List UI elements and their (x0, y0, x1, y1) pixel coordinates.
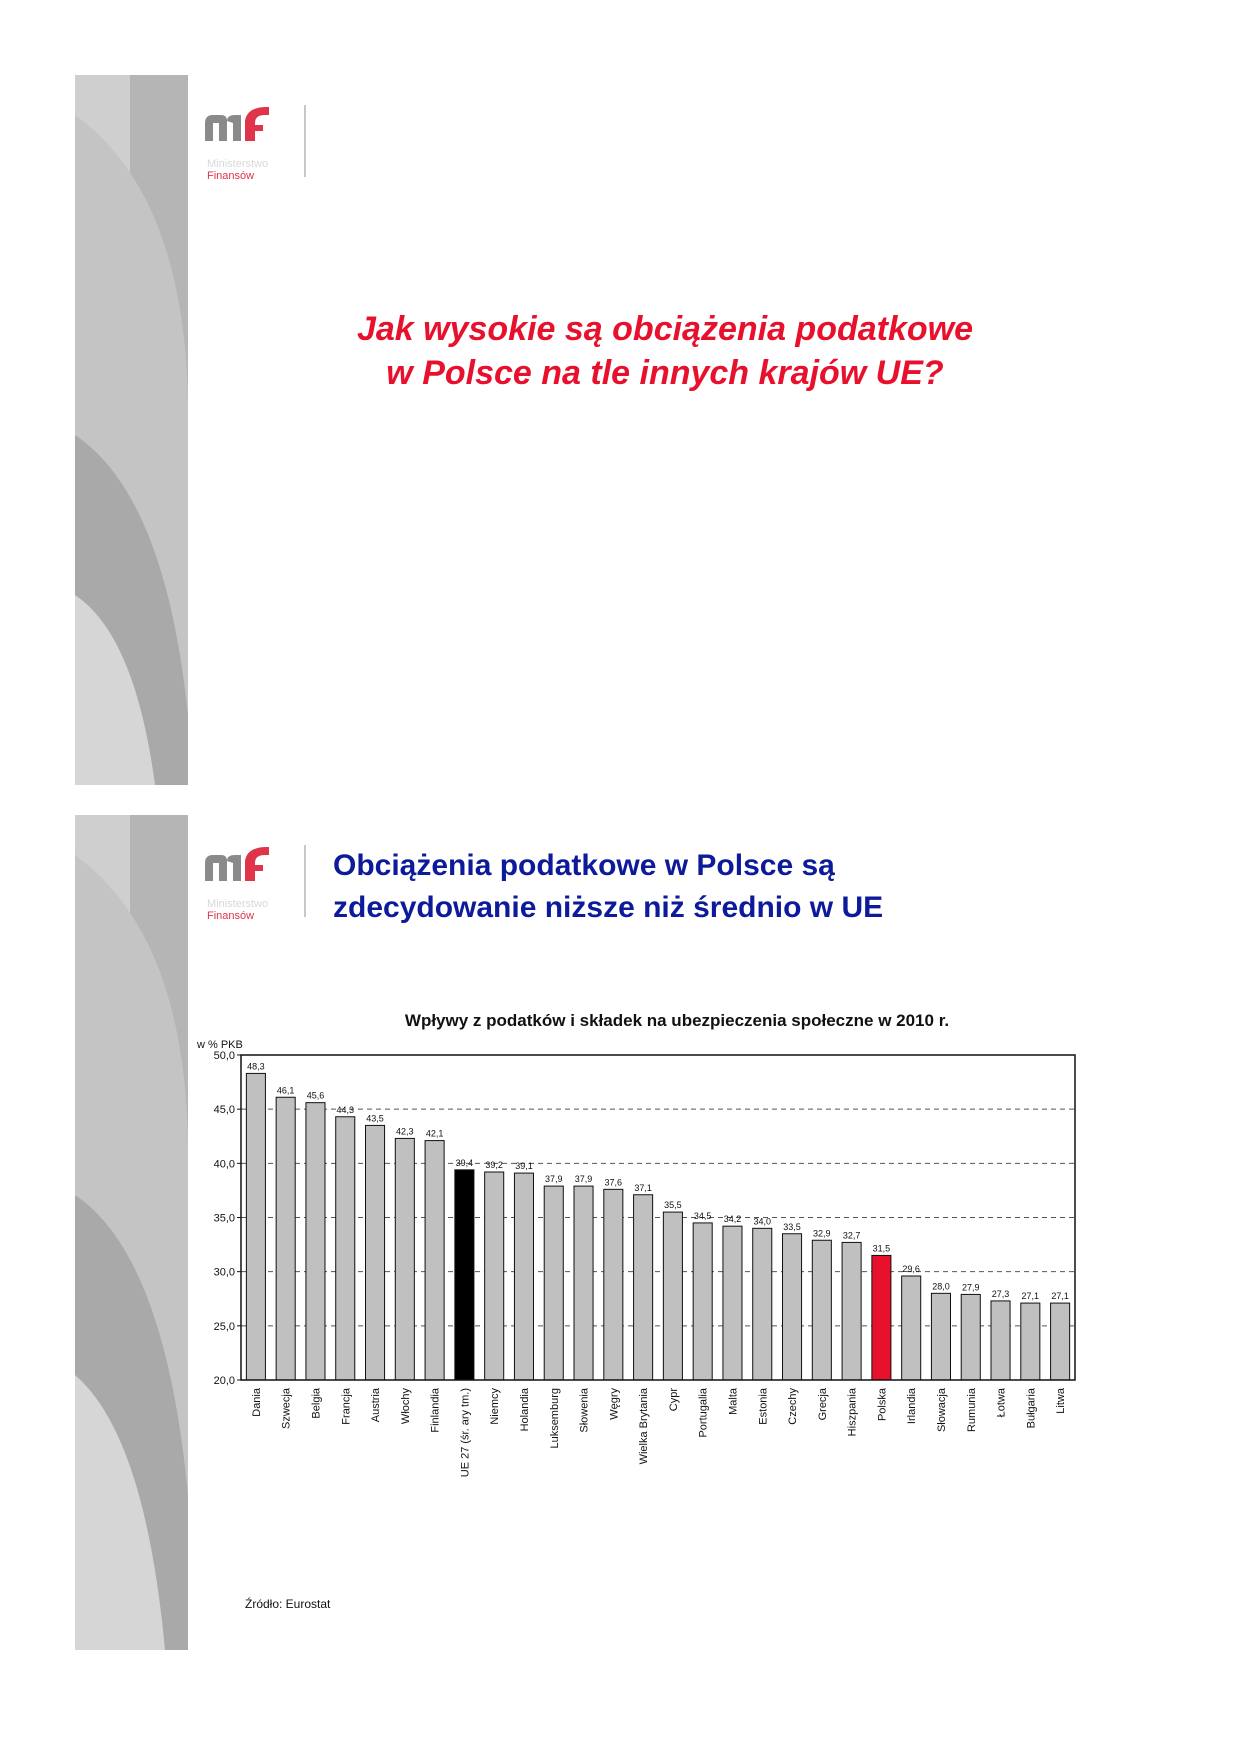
data-label: 37,9 (544, 1174, 563, 1185)
bar (783, 1234, 802, 1380)
data-label: 32,9 (813, 1228, 831, 1239)
x-category-label: Holandia (518, 1388, 531, 1432)
bar (723, 1226, 742, 1380)
y-tick-label: 50,0 (213, 1050, 235, 1062)
data-label: 44,3 (336, 1104, 355, 1115)
data-label: 34,2 (723, 1214, 742, 1225)
y-tick-label: 20,0 (213, 1375, 235, 1387)
x-category-label: Finlandia (429, 1388, 442, 1433)
data-label: 34,0 (753, 1216, 772, 1227)
slide-2 (75, 815, 1130, 1650)
logo-divider (304, 105, 306, 177)
slide-2-title-line-2: zdecydowanie niższe niż średnio w UE (333, 891, 884, 924)
x-category-label: Niemcy (489, 1388, 502, 1425)
slide-1-title-line-2: w Polsce na tle innych krajów UE? (386, 354, 944, 392)
tax-revenue-bar-chart (75, 815, 1130, 1650)
data-label: 27,1 (1021, 1291, 1040, 1302)
x-category-label: Czechy (787, 1388, 800, 1425)
y-tick-label: 35,0 (213, 1212, 235, 1225)
x-category-label: Austria (370, 1388, 383, 1423)
bar (544, 1186, 563, 1380)
y-tick-label: 40,0 (213, 1158, 235, 1171)
bar (1051, 1303, 1070, 1380)
y-tick-label: 45,0 (213, 1104, 235, 1117)
x-category-label: Polska (876, 1388, 889, 1422)
x-category-label: Portugalia (697, 1388, 710, 1438)
x-category-label: Włochy (399, 1388, 412, 1425)
slide-1-title-line-1: Jak wysokie są obciążenia podatkowe (356, 310, 974, 348)
slide-1 (75, 75, 1130, 785)
bar (336, 1117, 355, 1380)
bar (574, 1186, 593, 1380)
data-label: 32,7 (842, 1230, 861, 1241)
bar (604, 1189, 623, 1380)
data-label: 42,1 (425, 1128, 444, 1139)
x-category-label: Szwecja (280, 1388, 293, 1429)
data-label: 27,9 (961, 1282, 980, 1293)
x-axis-labels (251, 1387, 1067, 1477)
logo-text-ministerstwo: Ministerstwo (207, 898, 269, 910)
data-label: 28,0 (932, 1281, 950, 1292)
data-label: 46,1 (276, 1085, 295, 1096)
data-label: 37,9 (574, 1174, 593, 1185)
data-label: 37,6 (604, 1177, 623, 1188)
bar (455, 1170, 474, 1380)
bar (961, 1294, 980, 1380)
slide-1-title (215, 307, 1115, 395)
decorative-side-band (75, 75, 188, 785)
data-label: 45,6 (306, 1090, 325, 1101)
data-label: 39,1 (515, 1161, 533, 1172)
bar (246, 1073, 265, 1380)
data-label: 29,6 (902, 1264, 920, 1274)
bar (931, 1293, 950, 1380)
x-category-label: Bułgaria (1025, 1388, 1038, 1429)
data-label: 39,2 (485, 1160, 503, 1170)
bar (276, 1097, 295, 1380)
bar (395, 1138, 414, 1380)
data-label: 27,1 (1051, 1291, 1069, 1302)
chart-title: Wpływy z podatków i składek na ubezpieczenia społeczne w 2010 r. (404, 1011, 950, 1030)
bar (634, 1195, 653, 1380)
x-category-label: Belgia (310, 1388, 323, 1419)
bar (306, 1103, 325, 1380)
x-category-label: Malta (727, 1388, 740, 1415)
bar (812, 1240, 831, 1380)
x-category-label: Grecja (816, 1388, 829, 1421)
y-tick-label: 25,0 (213, 1320, 235, 1333)
x-category-label: Łotwa (995, 1388, 1008, 1418)
data-label: 27,3 (991, 1288, 1010, 1299)
data-label: 48,3 (247, 1061, 265, 1072)
slide-2-title-line-1: Obciążenia podatkowe w Polsce są (333, 849, 835, 882)
bar (663, 1212, 682, 1380)
data-label: 35,5 (664, 1200, 682, 1211)
y-axis-unit-label: w % PKB (197, 1039, 243, 1051)
logo-text-finansow: Finansów (207, 910, 255, 922)
bar (485, 1172, 504, 1380)
x-category-label: Rumunia (965, 1388, 978, 1433)
bar (902, 1276, 921, 1380)
y-tick-label: 30,0 (213, 1266, 235, 1279)
logo-text-ministerstwo: Ministerstwo (207, 158, 269, 170)
bar (753, 1228, 772, 1380)
bar (991, 1301, 1010, 1380)
x-category-label: Słowacja (935, 1388, 948, 1433)
x-category-label: Wielka Brytania (638, 1388, 651, 1465)
data-label: 34,5 (693, 1210, 712, 1221)
x-category-label: Dania (250, 1388, 263, 1417)
logo-text-finansow: Finansów (207, 170, 255, 182)
x-category-label: Słowenia (578, 1388, 591, 1433)
data-label: 33,5 (783, 1221, 801, 1232)
bar (366, 1125, 385, 1380)
data-label: 31,5 (872, 1243, 891, 1254)
data-label: 42,3 (396, 1126, 414, 1137)
data-label: 39,4 (455, 1157, 474, 1168)
x-category-label: Irlandia (906, 1388, 919, 1425)
x-category-label: Francja (340, 1388, 353, 1425)
source-note: Źródło: Eurostat (245, 1597, 331, 1611)
x-category-label: Luksemburg (548, 1388, 561, 1449)
y-axis-ticks (214, 1050, 241, 1387)
bar (425, 1141, 444, 1380)
data-label: 37,1 (634, 1182, 652, 1193)
x-category-label: Estonia (757, 1388, 770, 1425)
bar (514, 1173, 533, 1380)
bar (842, 1242, 861, 1380)
data-label: 43,5 (366, 1113, 384, 1124)
x-category-label: UE 27 (śr. ary tm.) (459, 1388, 472, 1478)
x-category-label: Litwa (1055, 1388, 1068, 1414)
x-category-label: Cypr (667, 1388, 680, 1412)
bar (693, 1223, 712, 1380)
x-category-label: Węgry (608, 1388, 621, 1420)
bar (1021, 1303, 1040, 1380)
x-category-label: Hiszpania (846, 1388, 859, 1437)
bar (872, 1255, 891, 1380)
